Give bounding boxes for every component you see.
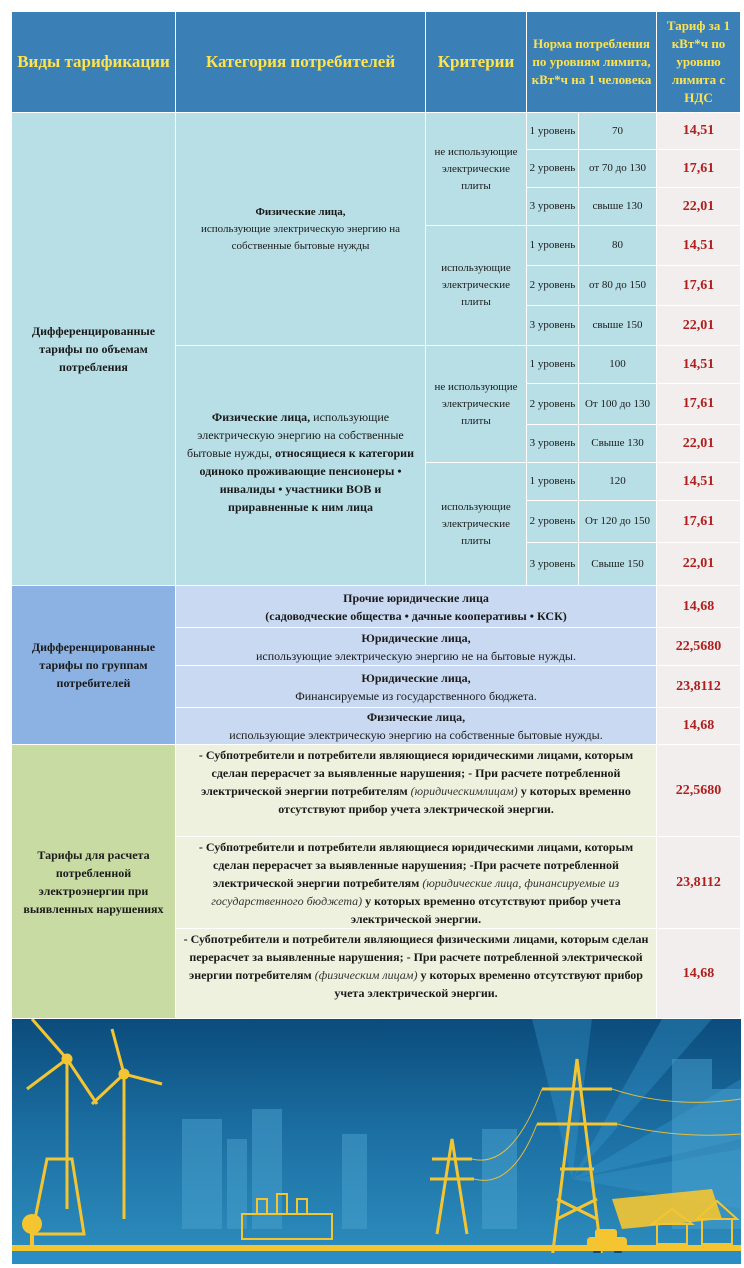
section1-type-label: Дифференцированные тарифы по объемам потребления bbox=[31, 324, 156, 374]
section2-row bbox=[176, 628, 657, 666]
norm-value: 100 bbox=[609, 358, 626, 370]
row-line2b: у которых временно отсутствуют прибор учета электрической энергии. bbox=[278, 784, 631, 816]
row-line1: - Субпотребители и потребители являющиеся юридическими лицами, которым сделан перерасчет за выявленные нарушения; bbox=[198, 840, 634, 872]
section2-type bbox=[12, 586, 176, 745]
row-line2b: у которых временно отсутствуют прибор учета электрической энергии. bbox=[334, 968, 643, 1000]
row-line2a: -При расчете потребленной электрической энергии потребителям bbox=[212, 858, 619, 890]
tariff-value: 22,01 bbox=[682, 317, 715, 333]
category-2-desc: использующие электрическую энергию на собственные бытовые нужды, bbox=[186, 410, 404, 460]
category-1-desc: использующие электрическую энергию на собственные бытовые нужды bbox=[200, 222, 401, 252]
tariff-value: 22,01 bbox=[682, 556, 715, 571]
criteria-stoves-2 bbox=[426, 463, 527, 586]
row-title: Юридические лица, bbox=[361, 670, 471, 685]
tariff-value: 23,8112 bbox=[676, 874, 721, 890]
section3-row bbox=[176, 745, 657, 837]
norm-value: от 70 до 130 bbox=[588, 162, 646, 174]
row-line2a: - При расчете потребленной электрической энергии потребителям bbox=[201, 766, 621, 798]
row-title: Физические лица, bbox=[366, 710, 466, 724]
norm-value: От 100 до 130 bbox=[584, 397, 651, 410]
tariff bbox=[657, 929, 741, 1019]
tariff bbox=[657, 266, 741, 306]
header-criteria-label: Критерии bbox=[437, 52, 515, 71]
norm bbox=[579, 266, 657, 306]
criteria-label: использующие электрические плиты bbox=[441, 262, 511, 308]
row-title: Юридические лица, bbox=[361, 630, 471, 645]
level-2 bbox=[527, 266, 579, 306]
tariff bbox=[657, 666, 741, 708]
tariff-value: 14,51 bbox=[682, 237, 715, 253]
criteria-label: не использующие электрические плиты bbox=[434, 380, 518, 427]
level-label: 1 уровень bbox=[529, 475, 576, 487]
level-label: 2 уровень bbox=[529, 397, 576, 410]
level-3 bbox=[527, 425, 579, 463]
tariff bbox=[657, 113, 741, 150]
level-3 bbox=[527, 543, 579, 586]
level-label: 3 уровень bbox=[529, 437, 576, 449]
level-2 bbox=[527, 384, 579, 425]
level-2 bbox=[527, 150, 579, 188]
norm-value: 80 bbox=[612, 239, 623, 251]
criteria-label: не использующие электрические плиты bbox=[434, 145, 518, 192]
tariff bbox=[657, 188, 741, 226]
norm bbox=[579, 425, 657, 463]
criteria-label: использующие электрические плиты bbox=[441, 500, 511, 547]
row-desc: Финансируемые из государственного бюджета. bbox=[295, 688, 537, 703]
norm bbox=[579, 543, 657, 586]
ground-stripe bbox=[12, 1245, 741, 1251]
norm-value: свыше 150 bbox=[592, 319, 643, 331]
tariff-value: 17,61 bbox=[682, 396, 715, 411]
norm-value: от 80 до 150 bbox=[588, 279, 646, 291]
norm-value: Свыше 130 bbox=[591, 437, 644, 449]
norm bbox=[579, 346, 657, 384]
section1-category-1 bbox=[176, 113, 426, 346]
row-line1: - Субпотребители и потребители являющиеся юридическими лицами, которым сделан перерасчет за выявленные нарушения; bbox=[198, 748, 634, 780]
row-desc: использующие электрическую энергию не на бытовые нужды. bbox=[256, 648, 576, 663]
tariff-value: 14,68 bbox=[682, 718, 715, 733]
energy-illustration-svg bbox=[12, 1019, 741, 1264]
norm-value: От 120 до 150 bbox=[584, 515, 651, 527]
tariff-value: 17,61 bbox=[682, 277, 715, 293]
tariff bbox=[657, 384, 741, 425]
level-3 bbox=[527, 306, 579, 346]
criteria-no-stoves-1 bbox=[426, 113, 527, 226]
row-line2a: - При расчете потребленной электрической энергии потребителям bbox=[189, 950, 643, 982]
header-norm bbox=[527, 12, 657, 113]
tariff bbox=[657, 346, 741, 384]
section2-type-label: Дифференцированные тарифы по группам потребителей bbox=[31, 640, 156, 690]
section2-row bbox=[176, 708, 657, 745]
level-label: 1 уровень bbox=[529, 239, 576, 251]
norm bbox=[579, 306, 657, 346]
level-1 bbox=[527, 113, 579, 150]
section1-category-2 bbox=[176, 346, 426, 586]
header-types bbox=[12, 12, 176, 113]
header-norm-label: Норма потребления по уровням лимита, кВт*ч на 1 человека bbox=[531, 36, 652, 87]
tariff bbox=[657, 226, 741, 266]
tree-icon bbox=[22, 1214, 42, 1249]
level-label: 3 уровень bbox=[529, 319, 576, 331]
row-line2i: (физическим лицам) bbox=[314, 968, 418, 982]
row-desc: (садоводческие общества • дачные кооперативы • КСК) bbox=[265, 608, 567, 623]
level-label: 3 уровень bbox=[529, 200, 576, 212]
level-1 bbox=[527, 226, 579, 266]
category-2-title: Физические лица, bbox=[211, 410, 311, 424]
header-category bbox=[176, 12, 426, 113]
section3-type-label: Тарифы для расчета потребленной электроэнергии при выявленных нарушениях bbox=[23, 847, 164, 916]
tariff bbox=[657, 586, 741, 628]
header-criteria bbox=[426, 12, 527, 113]
energy-infrastructure-illustration bbox=[12, 1019, 741, 1264]
car-icon bbox=[587, 1229, 627, 1255]
header-category-label: Категория потребителей bbox=[205, 52, 396, 71]
section2-row bbox=[176, 586, 657, 628]
tariff-value: 22,01 bbox=[682, 198, 715, 214]
header-types-label: Виды тарификации bbox=[17, 52, 170, 71]
tariff bbox=[657, 463, 741, 501]
norm-value: Свыше 150 bbox=[591, 557, 644, 570]
criteria-stoves-1 bbox=[426, 226, 527, 346]
header-tariff-label: Тариф за 1 кВт*ч по уровню лимита с НДС bbox=[666, 18, 731, 105]
tariff bbox=[657, 501, 741, 543]
tariff bbox=[657, 837, 741, 929]
tariff-value: 14,51 bbox=[682, 123, 715, 138]
section3-row bbox=[176, 837, 657, 929]
level-label: 2 уровень bbox=[529, 279, 576, 291]
tariff-value: 17,61 bbox=[682, 160, 715, 176]
row-line2b: у которых временно отсутствуют прибор учета электрической энергии. bbox=[350, 894, 621, 926]
tariff bbox=[657, 306, 741, 346]
tariff-value: 17,61 bbox=[682, 513, 715, 529]
level-label: 2 уровень bbox=[529, 515, 576, 527]
norm bbox=[579, 113, 657, 150]
tariff-value: 14,68 bbox=[682, 598, 715, 614]
tariff bbox=[657, 543, 741, 586]
norm bbox=[579, 384, 657, 425]
section3-row bbox=[176, 929, 657, 1019]
tariff-value: 22,5680 bbox=[675, 782, 722, 798]
level-label: 1 уровень bbox=[529, 358, 576, 370]
section1-type bbox=[12, 113, 176, 586]
row-line1: - Субпотребители и потребители являющиеся физическими лицами, которым сделан перерасчет за выявленные нарушения; bbox=[183, 932, 649, 964]
norm-value: 120 bbox=[609, 475, 626, 487]
row-desc: использующие электрическую энергию на собственные бытовые нужды. bbox=[229, 728, 603, 742]
tariff-value: 14,51 bbox=[682, 356, 715, 372]
row-title: Прочие юридические лица bbox=[343, 590, 489, 605]
tariff-value: 14,51 bbox=[682, 473, 715, 489]
level-label: 2 уровень bbox=[529, 162, 576, 174]
norm-value: свыше 130 bbox=[592, 200, 643, 212]
norm bbox=[579, 226, 657, 266]
header-tariff bbox=[657, 12, 741, 113]
tariff-value: 14,68 bbox=[682, 965, 715, 981]
norm bbox=[579, 463, 657, 501]
tariff bbox=[657, 745, 741, 837]
tariff-value: 23,8112 bbox=[676, 678, 721, 694]
tariff bbox=[657, 425, 741, 463]
tariff bbox=[657, 150, 741, 188]
level-3 bbox=[527, 188, 579, 226]
category-2-group: относящиеся к категории одиноко проживающие пенсионеры • инвалиды • участники ВОВ и приравненные к ним лица bbox=[199, 446, 415, 514]
norm-value: 70 bbox=[612, 124, 623, 137]
row-line2i: (юридическимлицам) bbox=[410, 784, 518, 798]
norm bbox=[579, 188, 657, 226]
section3-type bbox=[12, 745, 176, 1019]
category-1-title: Физические лица, bbox=[255, 205, 346, 218]
level-label: 1 уровень bbox=[529, 124, 576, 137]
section2-row bbox=[176, 666, 657, 708]
level-1 bbox=[527, 346, 579, 384]
wind-turbine-icon bbox=[27, 1019, 162, 1219]
level-1 bbox=[527, 463, 579, 501]
row-line2i: (юридические лица, финансируемые из государственного бюджета) bbox=[211, 876, 620, 908]
power-pylon-icon bbox=[430, 1059, 617, 1259]
level-2 bbox=[527, 501, 579, 543]
tariff-value: 22,01 bbox=[682, 435, 715, 451]
norm bbox=[579, 501, 657, 543]
tariff-value: 22,5680 bbox=[675, 638, 722, 654]
tariff bbox=[657, 628, 741, 666]
level-label: 3 уровень bbox=[529, 557, 576, 570]
tariff bbox=[657, 708, 741, 745]
ground-stripe bbox=[12, 1253, 741, 1264]
norm bbox=[579, 150, 657, 188]
criteria-no-stoves-2 bbox=[426, 346, 527, 463]
